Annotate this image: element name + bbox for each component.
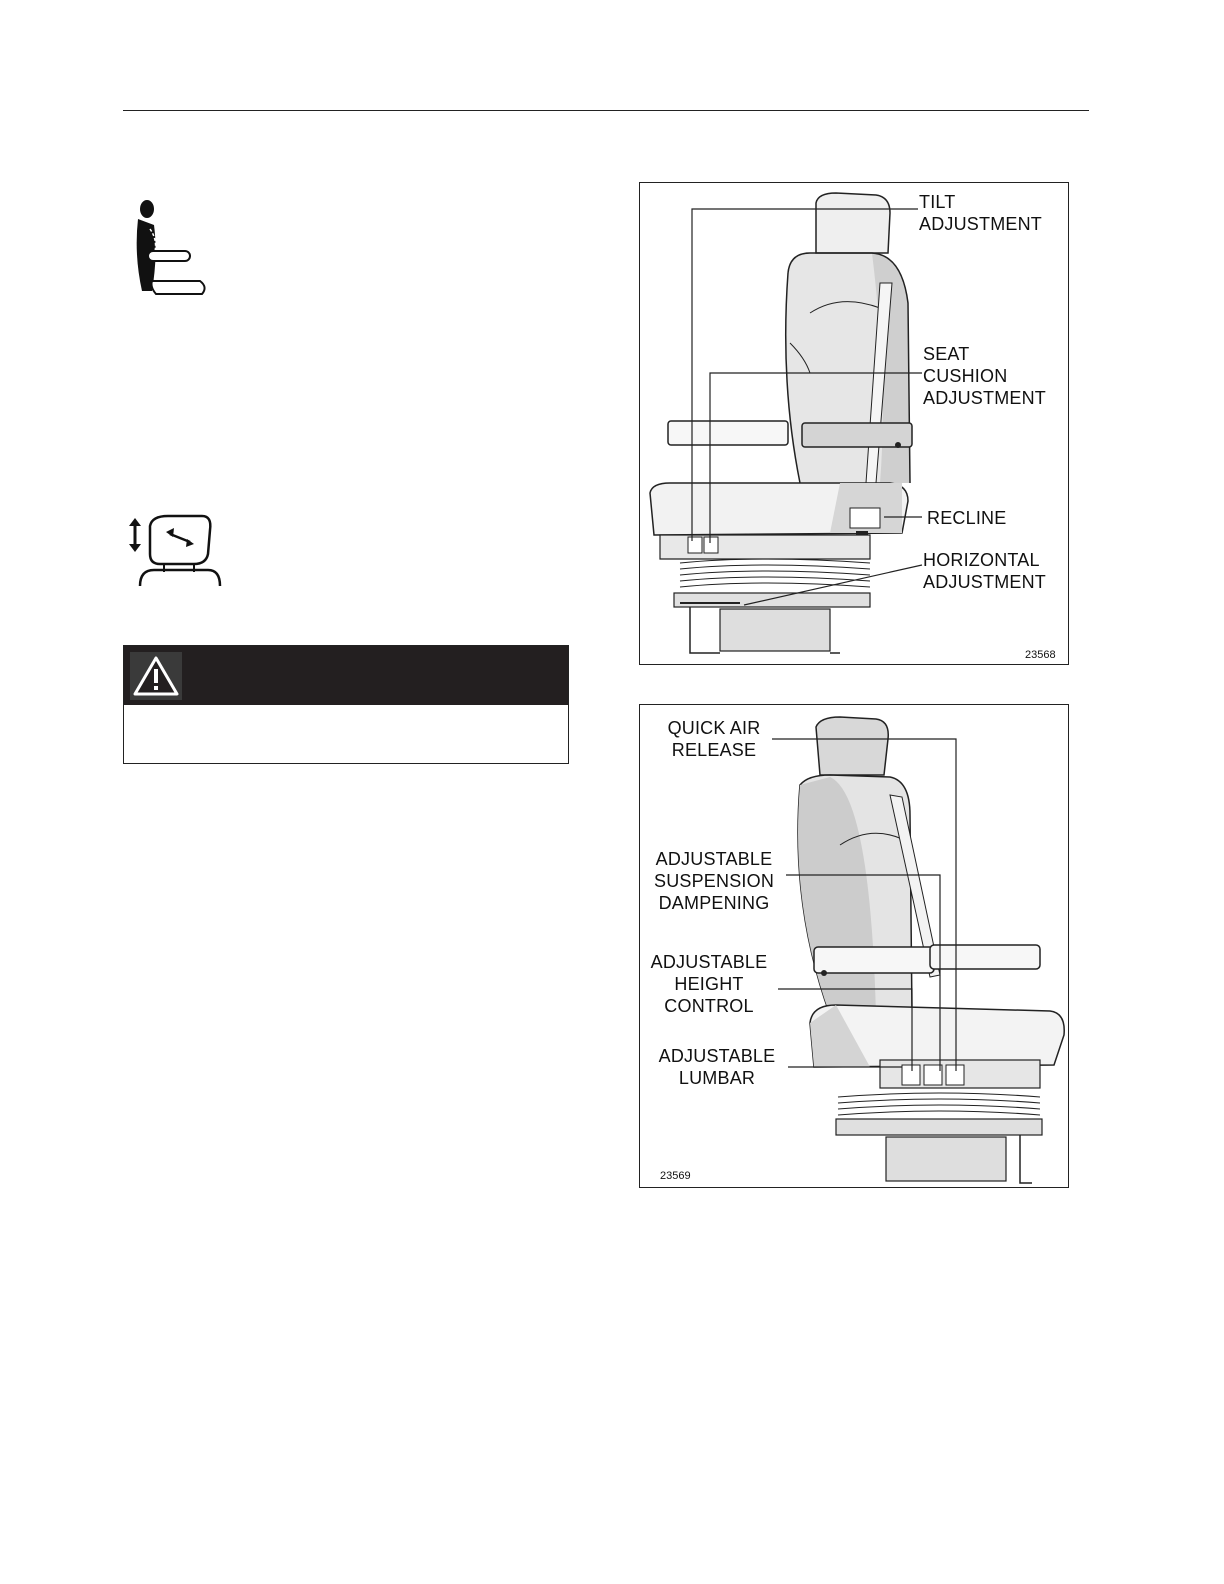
label-line: CONTROL [664, 996, 754, 1016]
label-adjustable-height-control [644, 951, 774, 1017]
label-line: ADJUSTMENT [923, 572, 1046, 592]
label-line: HEIGHT [674, 974, 744, 994]
label-recline [927, 507, 1006, 529]
label-line: ADJUSTABLE [655, 849, 773, 869]
label-line: TILT [919, 192, 956, 212]
label-line: HORIZONTAL [923, 550, 1040, 570]
warning-body [124, 705, 568, 763]
label-quick-air-release [654, 717, 774, 761]
label-tilt-adjustment [919, 191, 1042, 235]
label-line: ADJUSTMENT [923, 388, 1046, 408]
label-line: ADJUSTABLE [658, 1046, 776, 1066]
figure-seat-adjustments-2 [639, 704, 1069, 1188]
figure-number: 23568 [1025, 649, 1056, 661]
label-adjustable-suspension-dampening [644, 848, 784, 914]
label-line: RECLINE [927, 508, 1007, 528]
label-line: CUSHION [923, 366, 1008, 386]
label-seat-cushion-adjustment [923, 343, 1046, 409]
figure-seat-adjustments-1 [639, 182, 1069, 665]
warning-header-bar [124, 646, 568, 705]
label-line: SEAT [923, 344, 970, 364]
label-adjustable-lumbar [652, 1045, 782, 1089]
seat-illustration-2 [640, 705, 1070, 1189]
label-line: LUMBAR [678, 1068, 756, 1088]
label-line: QUICK AIR [667, 718, 761, 738]
warning-box [123, 645, 569, 764]
figure-number: 23569 [660, 1170, 691, 1182]
label-horizontal-adjustment [923, 549, 1046, 593]
label-line: DAMPENING [658, 893, 770, 913]
warning-triangle-icon [130, 652, 182, 700]
label-line: SUSPENSION [653, 871, 775, 891]
label-line: ADJUSTMENT [919, 214, 1042, 234]
header-rule [123, 110, 1089, 111]
headrest-adjust-icon [124, 510, 224, 590]
lumbar-support-icon [130, 195, 210, 297]
label-line: ADJUSTABLE [650, 952, 768, 972]
seat-illustration-1 [640, 183, 1070, 666]
label-line: RELEASE [671, 740, 757, 760]
